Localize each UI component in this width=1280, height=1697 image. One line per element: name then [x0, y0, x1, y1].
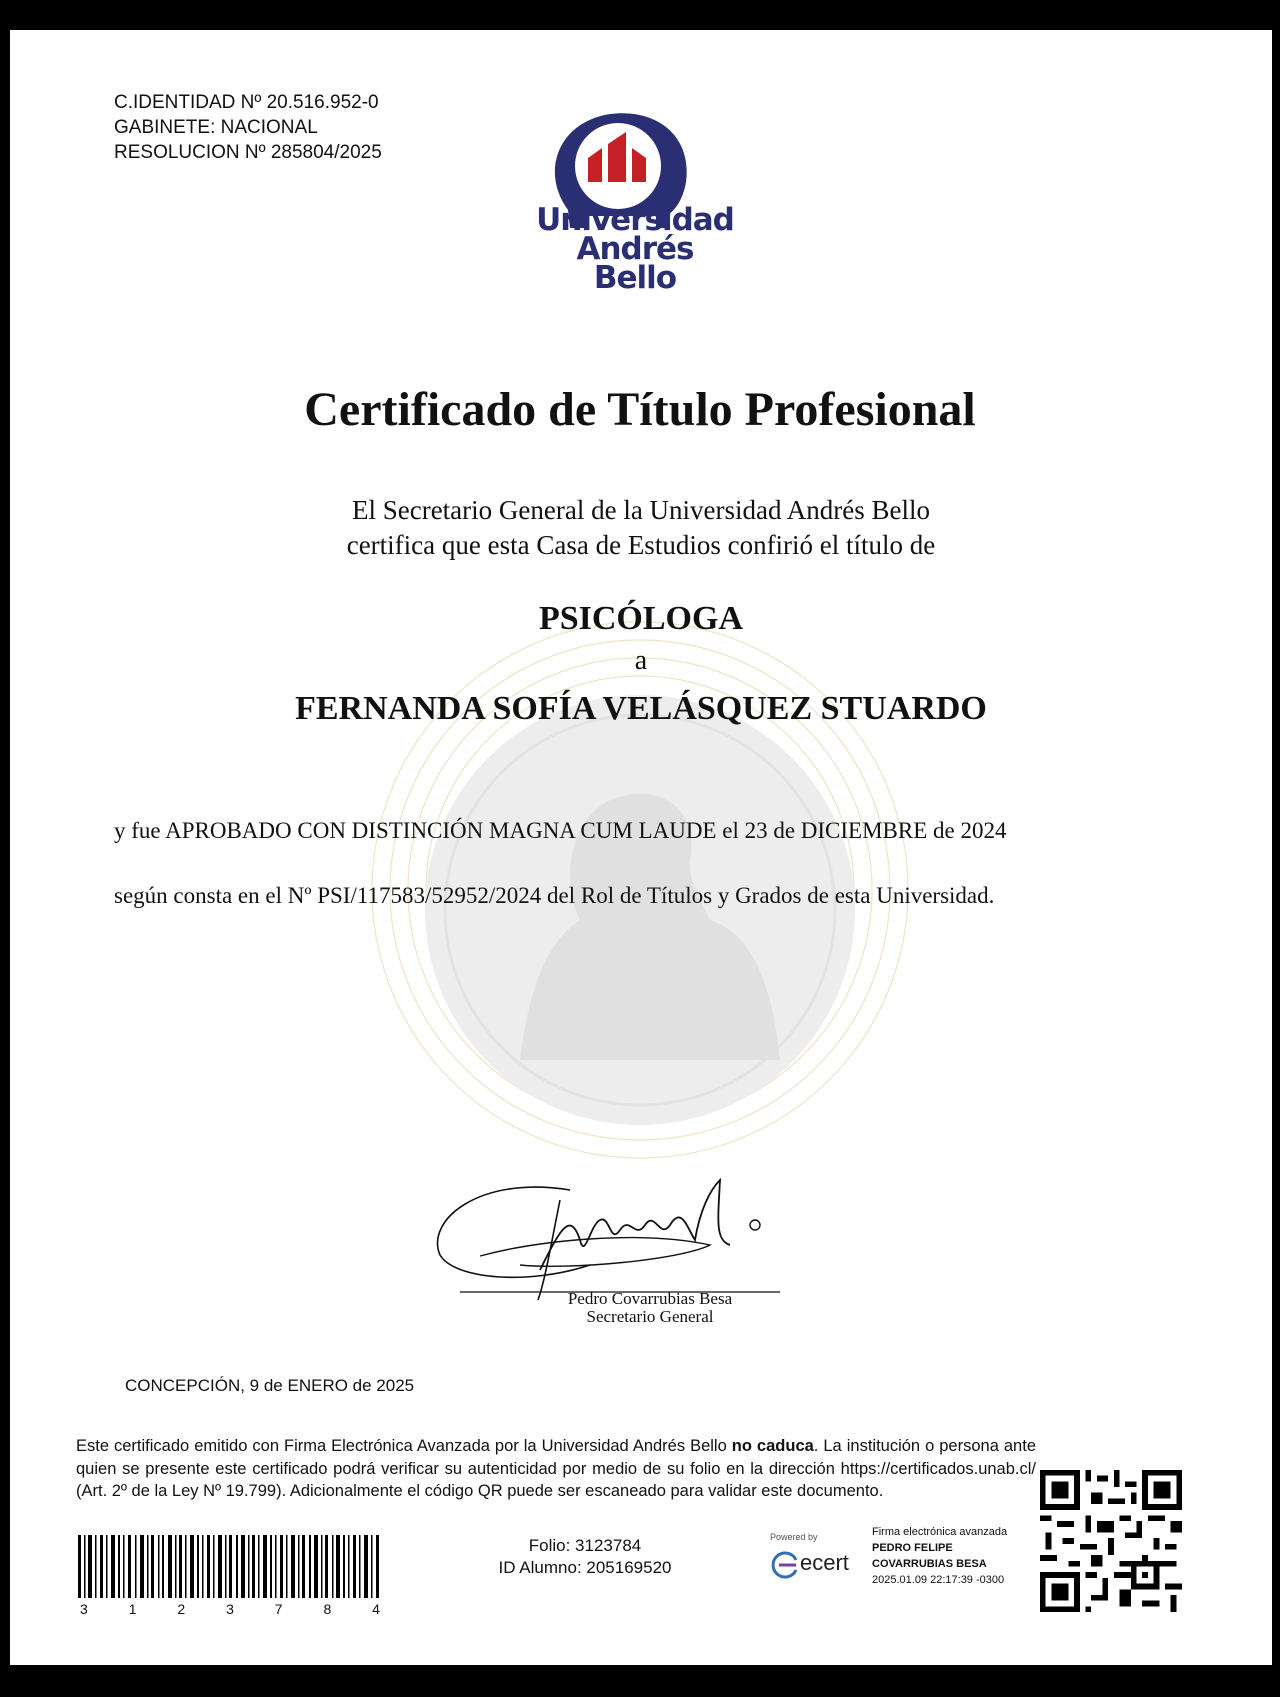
handwritten-signature	[420, 1170, 840, 1300]
barcode-digit: 3	[80, 1601, 88, 1617]
barcode-digit: 8	[323, 1601, 332, 1617]
esigner-line-2: COVARRUBIAS BESA	[872, 1558, 987, 1570]
notice-bold: no caduca	[731, 1437, 814, 1455]
university-name-line2: Andrés Bello	[576, 231, 694, 296]
barcode-digit: 1	[128, 1601, 137, 1617]
qr-code	[1040, 1470, 1182, 1612]
connector: a	[634, 645, 648, 676]
barcode-digit: 2	[177, 1601, 186, 1617]
esignature-block	[872, 1524, 1007, 1588]
ecert-powered-by: Powered by	[770, 1532, 818, 1542]
ecert-mark-icon	[770, 1550, 800, 1580]
signatory-block	[550, 1290, 750, 1326]
registry-statement: según consta en el Nº PSI/117583/52952/2024 del Rol de Títulos y Grados de esta Universidad.	[114, 883, 995, 908]
student-id: ID Alumno: 205169520	[498, 1558, 672, 1577]
university-name-line1: Universidad	[536, 202, 734, 238]
folio-block	[480, 1535, 690, 1579]
barcode-digit: 3	[226, 1601, 234, 1617]
barcode-digit: 7	[274, 1601, 283, 1617]
degree-title: PSICÓLOGA	[538, 600, 744, 637]
certificate-page	[10, 30, 1272, 1665]
approval-statement: y fue APROBADO CON DISTINCIÓN MAGNA CUM LAUDE el 23 de DICIEMBRE de 2024	[114, 818, 1007, 843]
barcode-digits	[80, 1601, 380, 1617]
notice-text-1: Este certificado emitido con Firma Electrónica Avanzada por la Universidad Andrés Bello	[76, 1437, 732, 1455]
ecert-brand: ecert	[800, 1550, 849, 1575]
certificate-title: Certificado de Título Profesional	[304, 383, 976, 436]
recipient-name: FERNANDA SOFÍA VELÁSQUEZ STUARDO	[295, 690, 987, 727]
esigner-line-1: PEDRO FELIPE	[872, 1542, 953, 1554]
intro-line-2: certifica que esta Casa de Estudios confirió el título de	[346, 530, 936, 560]
place-date: CONCEPCIÓN, 9 de ENERO de 2025	[125, 1376, 415, 1395]
folio-number: Folio: 3123784	[528, 1536, 642, 1555]
identity-number: C.IDENTIDAD Nº 20.516.952-0	[114, 92, 379, 113]
signatory-role: Secretario General	[586, 1307, 714, 1326]
barcode	[78, 1535, 380, 1598]
esignature-timestamp: 2025.01.09 22:17:39 -0300	[872, 1574, 1005, 1586]
signatory-name: Pedro Covarrubias Besa	[567, 1289, 733, 1308]
notice-text-2: . La institución o persona ante quien se presente este certificado podrá verificar su autenticidad por medio de su folio en la dirección https://certificados.unab.cl/ (Art. 2º de la Ley Nº 19.799). Adicionalmente el código QR puede ser escaneado para validar este documento.	[76, 1437, 1036, 1500]
validity-notice	[76, 1435, 1036, 1503]
barcode-digit: 4	[372, 1601, 380, 1617]
university-name	[535, 202, 735, 296]
esignature-label: Firma electrónica avanzada	[872, 1526, 1008, 1538]
ecert-logo	[770, 1548, 870, 1580]
cabinet: GABINETE: NACIONAL	[114, 117, 318, 138]
intro-line-1: El Secretario General de la Universidad Andrés Bello	[351, 495, 931, 525]
resolution-number: RESOLUCION Nº 285804/2025	[114, 142, 382, 163]
